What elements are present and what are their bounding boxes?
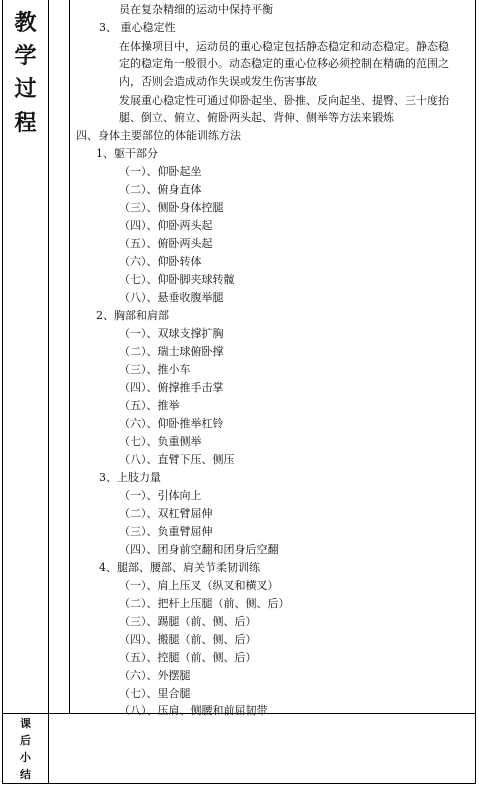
list-item: （四）、搬腿（前、侧、后） [119,633,257,646]
summary-label-char: 课 [20,717,31,730]
list-item: （三）、踢腿（前、侧、后） [119,615,257,628]
list-item: （三）、侧卧身体控腿 [119,201,224,214]
side-label-char: 教 [14,10,37,36]
list-item: （一）、双球支撑扩胸 [119,327,224,340]
list-item: （五）、俯卧两头起 [119,237,213,250]
list-item: （六）、仰卧转体 [119,255,202,268]
column-divider-inner [69,0,70,713]
section-heading: 3、 重心稳定性 [99,21,176,34]
body-text-line: 内，否则会造成动作失误或发生伤害事故 [119,75,317,88]
lesson-plan-table [2,0,476,784]
list-item: （四）、俯撑推手击掌 [119,381,224,394]
list-item: （四）、仰卧两头起 [119,219,213,232]
body-text-line: 发展重心稳定性可通过仰卧起坐、卧推、反向起坐、提臀、三十度抬 [119,94,449,107]
body-text-line: 员在复杂精细的运动中保持平衡 [119,3,273,16]
list-item: （七）、仰卧脚夹球转髋 [119,273,235,286]
body-text-line: 定的稳定角一般很小。动态稳定的重心位移必须控制在精确的范围之 [119,57,449,70]
list-item: （二）、双杠臂屈伸 [119,507,213,520]
list-item: （五）、推举 [119,399,180,412]
list-item: （八）、直臂下压、侧压 [119,453,235,466]
list-item: （三）、负重臂屈伸 [119,525,213,538]
subsection-heading: 3、上肢力量 [99,471,161,484]
list-item: （二）、瑞士球俯卧撑 [119,345,224,358]
side-label-char: 程 [14,110,37,136]
subsection-heading: 2、胸部和肩部 [96,309,169,322]
list-item: （三）、推小车 [119,363,191,376]
list-item: （一）、肩上压叉（纵叉和横叉） [119,579,279,592]
body-text-line: 在体操项目中，运动员的重心稳定包括静态稳定和动态稳定。静态稳 [119,40,449,53]
list-item: （八）、悬垂收腹举腿 [119,291,224,304]
list-item: （一）、仰卧起坐 [119,165,202,178]
list-item: （二）、把杆上压腿（前、侧、后） [119,597,290,610]
list-item: （五）、控腿（前、侧、后） [119,651,257,664]
summary-label-char: 结 [20,768,31,781]
list-item: （八）、压肩、侧腰和前屈韧带 [119,704,268,717]
list-item: （七）、负重侧举 [119,435,202,448]
list-item: （六）、外摆腿 [119,669,191,682]
summary-label-char: 后 [20,734,31,747]
subsection-heading: 4、腿部、腰部、肩关节柔韧训练 [99,561,260,574]
list-item: （六）、仰卧推举杠铃 [119,417,224,430]
list-item: （二）、俯身直体 [119,183,202,196]
side-label-char: 过 [14,76,37,102]
list-item: （一）、引体向上 [119,489,202,502]
section-heading: 四、身体主要部位的体能训练方法 [76,129,241,142]
list-item: （四）、团身前空翻和团身后空翻 [119,543,279,556]
list-item: （七）、里合腿 [119,687,191,700]
side-label-char: 学 [14,43,37,69]
column-divider [48,0,49,783]
body-text-line: 腿、倒立、俯立、俯卧两头起、背伸、侧举等方法来锻炼 [119,111,394,124]
subsection-heading: 1、躯干部分 [96,147,158,160]
summary-label-char: 小 [20,751,31,764]
